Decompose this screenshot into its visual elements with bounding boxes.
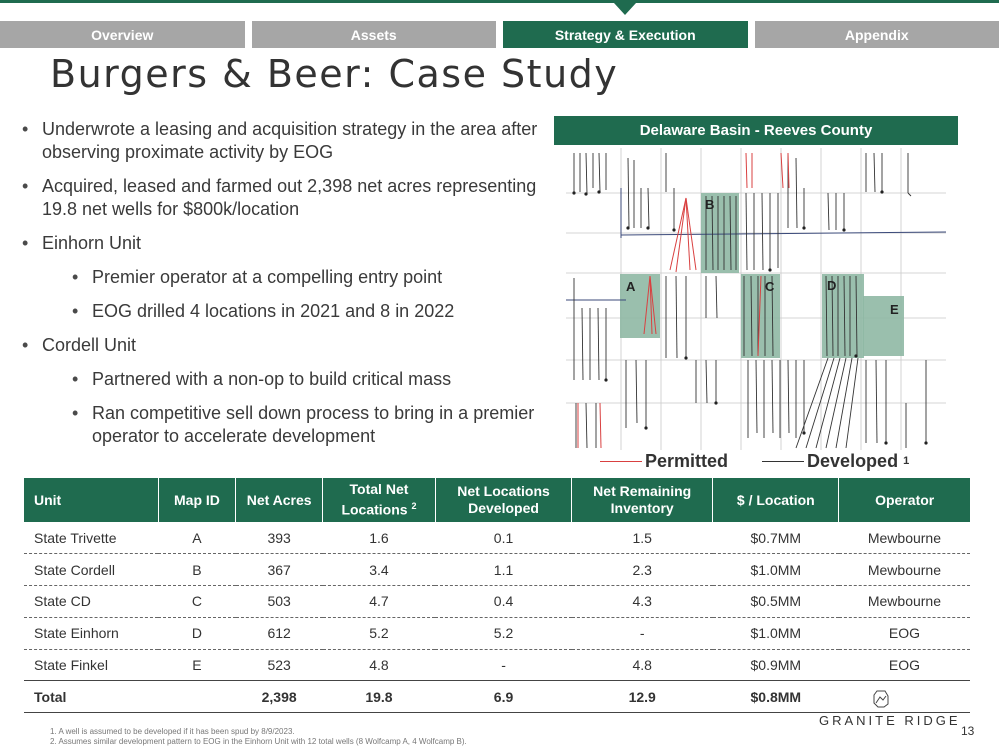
cell-total-net-locations: 5.2 — [323, 617, 436, 649]
cell-total-net-locations: 4.8 — [323, 649, 436, 681]
table-header-row — [24, 478, 970, 522]
footnote-2: 2. Assumes similar development pattern to EOG in the Einhorn Unit with 12 total wells (8 Wolfcamp A, 4 Wolfcamp B). — [50, 737, 467, 746]
map-label-a: A — [626, 279, 636, 294]
page-number: 13 — [961, 724, 975, 738]
cell-operator: EOG — [839, 617, 970, 649]
cell-net-acres: 2,398 — [236, 681, 323, 713]
cell-unit: State CD — [24, 586, 158, 618]
cell-total-net-locations: 1.6 — [323, 522, 436, 554]
cell-net-acres: 612 — [236, 617, 323, 649]
bullet-item: • Einhorn Unit — [22, 232, 542, 255]
cell-net-acres: 503 — [236, 586, 323, 618]
col-net-remaining-inventory: Net Remaining Inventory — [572, 478, 713, 522]
cell-unit: State Einhorn — [24, 617, 158, 649]
table-row — [24, 554, 970, 586]
map-title: Delaware Basin - Reeves County — [554, 116, 958, 145]
cell-net-acres: 523 — [236, 649, 323, 681]
bullet-item: • Acquired, leased and farmed out 2,398 net acres representing 19.8 net wells for $800k/location — [22, 175, 542, 221]
brand-logo-text: GRANITE RIDGE — [819, 713, 961, 728]
bullet-list — [22, 118, 542, 459]
cell-per-location: $0.9MM — [713, 649, 839, 681]
sub-bullet-item: • EOG drilled 4 locations in 2021 and 8 in 2022 — [72, 300, 542, 323]
map-label-d: D — [827, 278, 837, 293]
developed-legend-line — [762, 461, 804, 462]
tab-overview[interactable]: Overview — [0, 21, 245, 48]
col-net-acres: Net Acres — [236, 478, 323, 522]
table-row — [24, 649, 970, 681]
cell-net-acres: 393 — [236, 522, 323, 554]
reeves-county-map — [566, 148, 946, 450]
cell-net-locations-developed: 0.4 — [435, 586, 571, 618]
footnote-1: 1. A well is assumed to be developed if it has been spud by 8/9/2023. — [50, 727, 295, 736]
cell-operator — [839, 681, 970, 713]
col-unit: Unit — [24, 478, 158, 522]
cell-unit: Total — [24, 681, 158, 713]
cell-operator: Mewbourne — [839, 554, 970, 586]
cell-operator: Mewbourne — [839, 586, 970, 618]
map-legend — [600, 450, 909, 472]
col-map-id: Map ID — [158, 478, 236, 522]
cell-map-id: C — [158, 586, 236, 618]
sub-bullet-item: • Partnered with a non-op to build critical mass — [72, 368, 542, 391]
cell-net-remaining-inventory: - — [572, 617, 713, 649]
tab-strategy-execution[interactable]: Strategy & Execution — [503, 21, 748, 48]
cell-net-acres: 367 — [236, 554, 323, 586]
legend-developed-footnote: 1 — [903, 455, 910, 467]
cell-net-locations-developed: - — [435, 649, 571, 681]
cell-map-id: B — [158, 554, 236, 586]
unit-summary-table — [24, 478, 970, 713]
map-label-b: B — [705, 197, 715, 212]
col-operator: Operator — [839, 478, 970, 522]
table-row — [24, 586, 970, 618]
col-per-location: $ / Location — [713, 478, 839, 522]
cell-net-remaining-inventory: 4.3 — [572, 586, 713, 618]
tab-appendix[interactable]: Appendix — [755, 21, 999, 48]
cell-map-id — [158, 681, 236, 713]
permitted-legend-line — [600, 461, 642, 462]
cell-net-remaining-inventory: 12.9 — [572, 681, 713, 713]
sub-bullet-item: • Premier operator at a compelling entry point — [72, 266, 542, 289]
bullet-item: • Cordell Unit — [22, 334, 542, 357]
legend-permitted-label: Permitted — [645, 450, 729, 471]
top-rule — [0, 0, 999, 3]
footnotes — [50, 727, 467, 747]
col-total-net-locations — [323, 478, 436, 522]
bullet-item: • Underwrote a leasing and acquisition strategy in the area after observing proximate activity by EOG — [22, 118, 542, 164]
legend-developed-label: Developed — [807, 450, 899, 471]
cell-total-net-locations: 4.7 — [323, 586, 436, 618]
cell-per-location: $0.8MM — [713, 681, 839, 713]
cell-unit: State Trivette — [24, 522, 158, 554]
cell-net-locations-developed: 0.1 — [435, 522, 571, 554]
table-row — [24, 522, 970, 554]
col-total-net-locations-label: Total Net Locations — [341, 481, 409, 518]
cell-net-locations-developed: 1.1 — [435, 554, 571, 586]
section-tabs — [0, 21, 999, 48]
cell-net-locations-developed: 5.2 — [435, 617, 571, 649]
cell-total-net-locations: 19.8 — [323, 681, 436, 713]
map-label-e: E — [890, 302, 899, 317]
cell-operator: Mewbourne — [839, 522, 970, 554]
cell-net-remaining-inventory: 1.5 — [572, 522, 713, 554]
sub-bullet-item: • Ran competitive sell down process to bring in a premier operator to accelerate development — [72, 402, 542, 448]
cell-net-remaining-inventory: 4.8 — [572, 649, 713, 681]
cell-per-location: $0.7MM — [713, 522, 839, 554]
cell-total-net-locations: 3.4 — [323, 554, 436, 586]
granite-ridge-logo-icon — [873, 690, 889, 708]
cell-net-remaining-inventory: 2.3 — [572, 554, 713, 586]
cell-net-locations-developed: 6.9 — [435, 681, 571, 713]
cell-per-location: $1.0MM — [713, 554, 839, 586]
cell-operator: EOG — [839, 649, 970, 681]
active-tab-caret-icon — [614, 3, 636, 15]
page-title: Burgers & Beer: Case Study — [50, 52, 619, 96]
cell-map-id: A — [158, 522, 236, 554]
col-net-locations-developed: Net Locations Developed — [435, 478, 571, 522]
map-label-c: C — [765, 279, 775, 294]
cell-unit: State Cordell — [24, 554, 158, 586]
cell-unit: State Finkel — [24, 649, 158, 681]
cell-per-location: $0.5MM — [713, 586, 839, 618]
cell-map-id: E — [158, 649, 236, 681]
cell-map-id: D — [158, 617, 236, 649]
table-row — [24, 617, 970, 649]
tab-assets[interactable]: Assets — [252, 21, 497, 48]
col-total-net-locations-footnote: 2 — [411, 501, 417, 512]
cell-per-location: $1.0MM — [713, 617, 839, 649]
table-total-row — [24, 681, 970, 713]
